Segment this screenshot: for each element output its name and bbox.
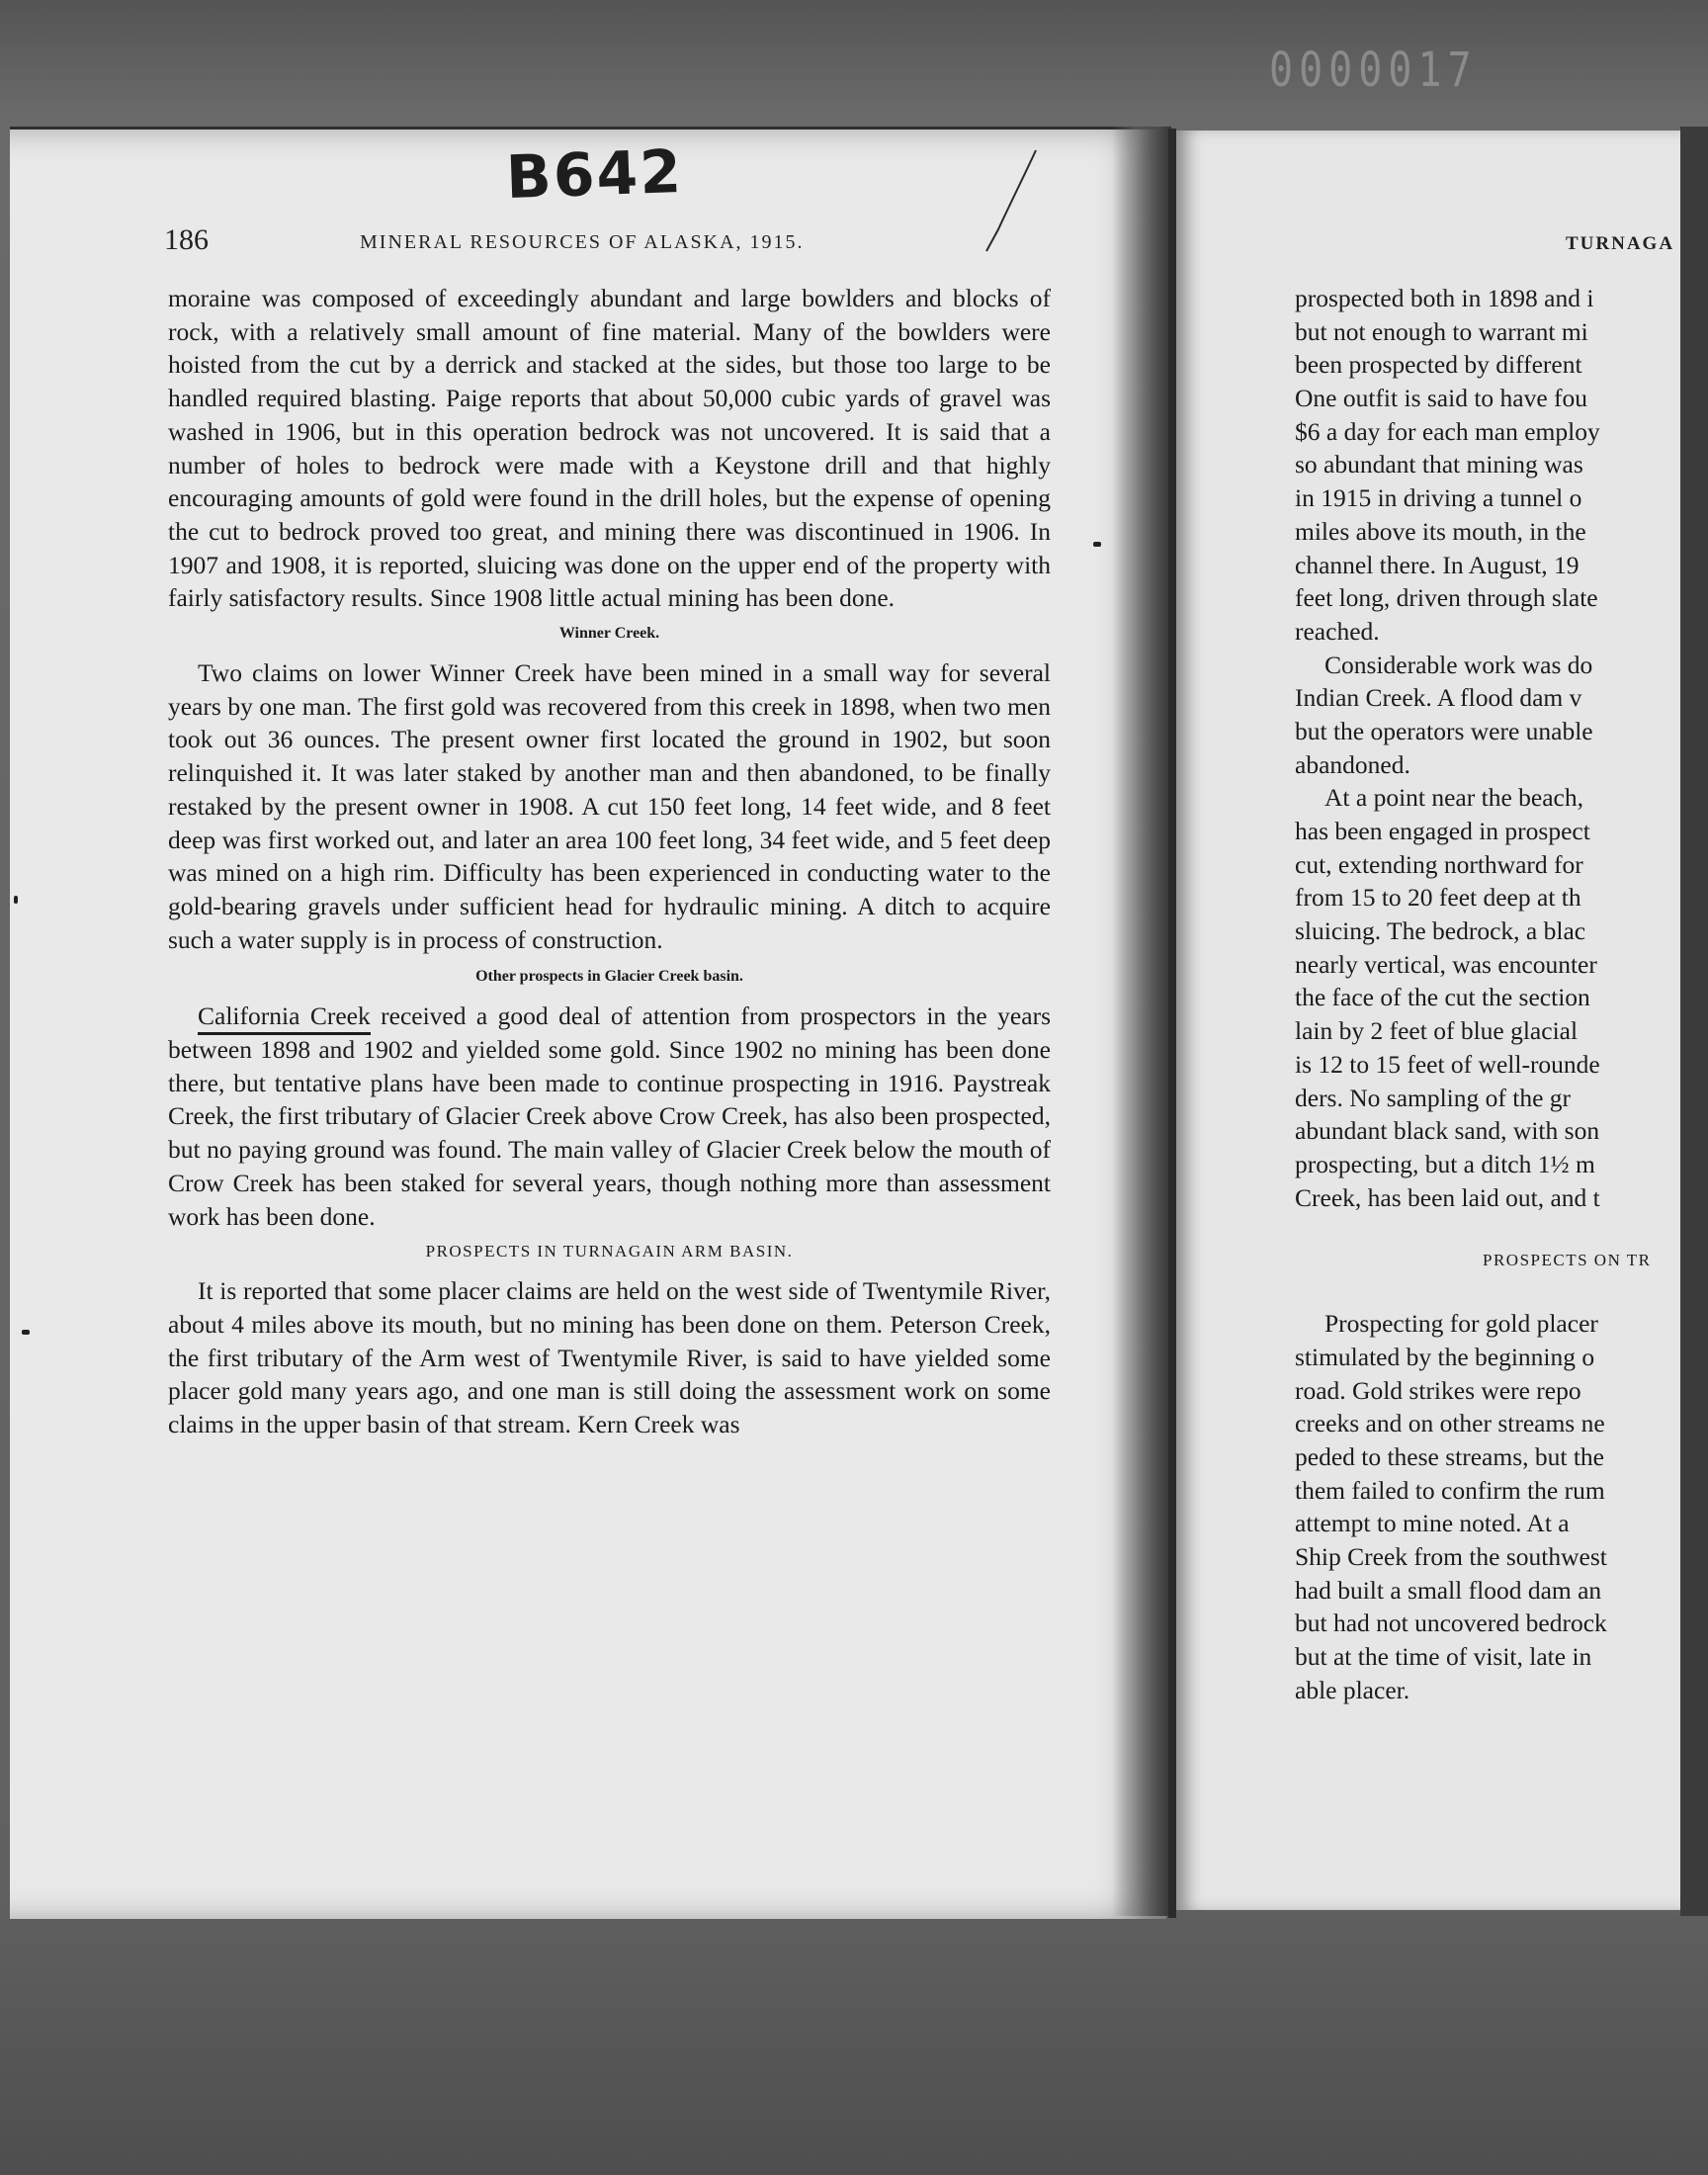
paragraph: California Creek received a good deal of attention from prospectors in the years between 1898 and 1902 and yielded some gold. Since 1902 no mining has been done there, but tentative plans have been made to continue prospecting in 1916. Paystreak Creek, the first tributary of Glacier Creek above Crow Creek, has also been prospected, but no paying ground was found. The main valley of Glacier Creek below the mouth of Crow Creek has been staked for several years, though nothing more than assessment work has been done.	[168, 1001, 1051, 1231]
archive-stamp: 0000017	[1269, 44, 1478, 99]
section-heading: PROSPECTS ON TR	[1483, 1251, 1652, 1270]
right-column-text	[1295, 282, 1708, 1707]
margin-dot	[22, 1330, 30, 1335]
paragraph: It is reported that some placer claims are held on the west side of Twentymile River, about 4 miles above its mouth, but no mining has been done on them. Peterson Creek, the first tributary of the Arm west of Twentymile River, is said to have yielded some placer gold many years ago, and one man is still doing the assessment work on some claims in the upper basin of that stream. Kern Creek was	[168, 1276, 1051, 1439]
section-heading: Other prospects in Glacier Creek basin.	[475, 968, 743, 986]
book-spine-shadow	[1112, 127, 1171, 1916]
paragraph: Prospecting for gold placer stimulated by the beginning o road. Gold strikes were repo creeks and on other streams ne peded to these streams, but the them failed to confirm the rum attempt to mine noted. At a Ship Creek from the southwest had built a small flood dam an but had not uncovered bedrock but at the time of visit, late in able placer.	[1295, 1309, 1607, 1704]
margin-dot	[14, 896, 18, 904]
underlined-term: California Creek	[198, 1001, 371, 1035]
book-gutter	[1168, 129, 1176, 1918]
paragraph: Two claims on lower Winner Creek have been mined in a small way for several years by one man. The first gold was recovered from this creek in 1898, when two men took out 36 ounces. The present owner first located the ground in 1902, but soon relinquished it. It was later staked by another man and then abandoned, to be finally restaked by the present owner in 1908. A cut 150 feet long, 14 feet wide, and 8 feet deep was first worked out, and later an area 100 feet long, 34 feet wide, and 5 feet deep was mined on a high rim. Difficulty has been experienced in conducting water to the gold-bearing gravels under sufficient head for hydraulic mining. A ditch to acquire such a water supply is in process of construction.	[168, 658, 1051, 954]
paragraph: moraine was composed of exceedingly abundant and large bowlders and blocks of rock, with a relatively small amount of fine material. Many of the bowlders were hoisted from the cut by a derrick and stacked at the sides, but those too large to be handled required blasting. Paige reports that about 50,000 cubic yards of gravel was washed in 1906, but in this operation bedrock was not uncovered. It is said that a number of holes to bedrock were made with a Keystone drill and that highly encouraging amounts of gold were found in the drill holes, but the expense of opening the cut to bedrock proved too great, and mining there was discontinued in 1906. In 1907 and 1908, it is reported, sluicing was done on the upper end of the property with fairly satisfactory results. Since 1908 little actual mining has been done.	[168, 284, 1051, 613]
margin-dot	[1093, 542, 1101, 547]
section-heading: Winner Creek.	[558, 625, 660, 643]
section-heading: PROSPECTS IN TURNAGAIN ARM BASIN.	[425, 1242, 794, 1262]
running-head-right: TURNAGA	[1566, 233, 1675, 254]
pencil-stroke	[959, 146, 1048, 255]
paragraph: Considerable work was do Indian Creek. A flood dam v but the operators were unable abandoned.	[1295, 650, 1593, 779]
running-head: MINERAL RESOURCES OF ALASKA, 1915.	[360, 231, 805, 253]
handwritten-label: B642	[504, 136, 685, 214]
paragraph: prospected both in 1898 and i but not enough to warrant mi been prospected by different One outfit is said to have fou $6 a day for each man employ so abundant that mining was in 1915 in driving a tunnel o miles above its mouth, in the channel there. In August, 19 feet long, driven through slate reached.	[1295, 284, 1600, 646]
left-column-text	[168, 282, 1051, 1441]
page-number: 186	[164, 223, 209, 256]
paragraph: At a point near the beach, has been engaged in prospect cut, extending northward for from 15 to 20 feet deep at th sluicing. The bedrock, a blac nearly vertical, was encounter the face of the cut the section lain by 2 feet of blue glacial is 12 to 15 feet of well-rounde ders. No sampling of the gr abundant black sand, with son prospecting, but a ditch 1½ m Creek, has been laid out, and t	[1295, 783, 1600, 1212]
